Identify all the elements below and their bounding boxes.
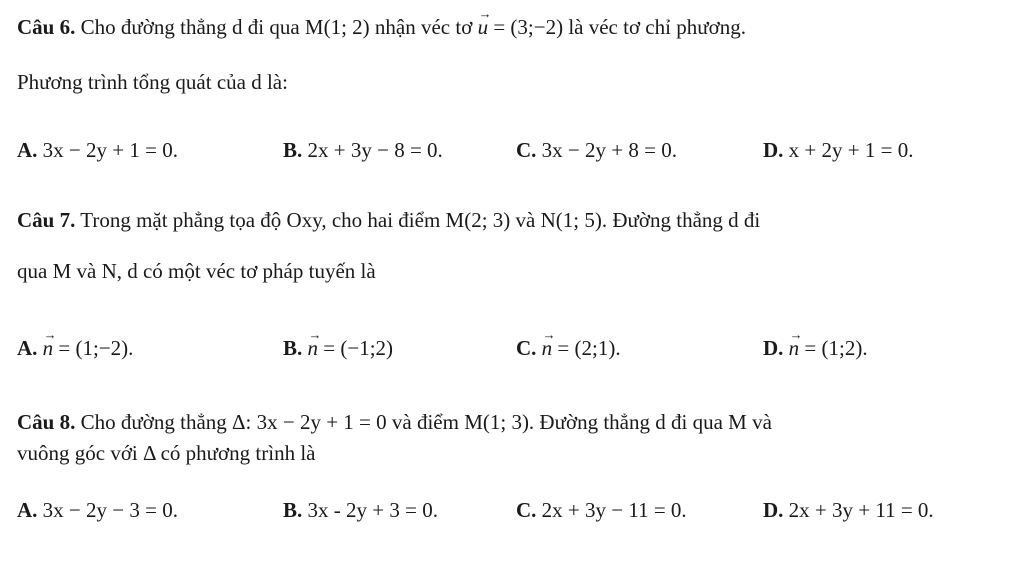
q7-option-a[interactable]: A. → n = (1;−2). bbox=[17, 335, 133, 361]
q6-option-d[interactable]: D. x + 2y + 1 = 0. bbox=[763, 138, 914, 162]
q6-option-c[interactable]: C. 3x − 2y + 8 = 0. bbox=[516, 138, 677, 162]
q7-text-a: Trong mặt phẳng tọa độ Oxy, cho hai điểm M(2; 3) và N(1; 5). Đường thẳng d đi bbox=[80, 208, 761, 232]
q7-line-2: qua M và N, d có một véc tơ pháp tuyến là bbox=[17, 259, 376, 283]
q6-label: Câu 6. bbox=[17, 15, 76, 39]
q7-option-c[interactable]: C. → n = (2;1). bbox=[516, 335, 621, 361]
q6-text-a: Cho đường thẳng d đi qua M(1; 2) nhận véc tơ bbox=[80, 15, 478, 39]
q8-text-a: Cho đường thẳng Δ: 3x − 2y + 1 = 0 và điểm M(1; 3). Đường thẳng d đi qua M và bbox=[80, 410, 772, 434]
q8-label: Câu 8. bbox=[17, 410, 76, 434]
q8-option-d[interactable]: D. 2x + 3y + 11 = 0. bbox=[763, 498, 934, 522]
q6-text-b: = (3;−2) là véc tơ chỉ phương. bbox=[488, 15, 746, 39]
q8-option-a[interactable]: A. 3x − 2y − 3 = 0. bbox=[17, 498, 178, 522]
q8-option-b[interactable]: B. 3x - 2y + 3 = 0. bbox=[283, 498, 438, 522]
q8-line-2: vuông góc với Δ có phương trình là bbox=[17, 441, 316, 465]
q6-line-2: Phương trình tổng quát của d là: bbox=[17, 70, 288, 94]
q7-option-d[interactable]: D. → n = (1;2). bbox=[763, 335, 868, 361]
vector-n: → n bbox=[789, 335, 800, 361]
q7-option-b[interactable]: B. → n = (−1;2) bbox=[283, 335, 393, 361]
q8-line-1 bbox=[17, 409, 772, 435]
q7-line-1 bbox=[17, 207, 760, 233]
q8-option-c[interactable]: C. 2x + 3y − 11 = 0. bbox=[516, 498, 687, 522]
vector-u: → u bbox=[478, 14, 489, 40]
q7-label: Câu 7. bbox=[17, 208, 76, 232]
vector-n: → n bbox=[308, 335, 319, 361]
q6-option-b[interactable]: B. 2x + 3y − 8 = 0. bbox=[283, 138, 443, 162]
q6-option-a[interactable]: A. 3x − 2y + 1 = 0. bbox=[17, 138, 178, 162]
q6-line-1 bbox=[17, 14, 746, 40]
vector-n: → n bbox=[43, 335, 54, 361]
vector-n: → n bbox=[542, 335, 553, 361]
